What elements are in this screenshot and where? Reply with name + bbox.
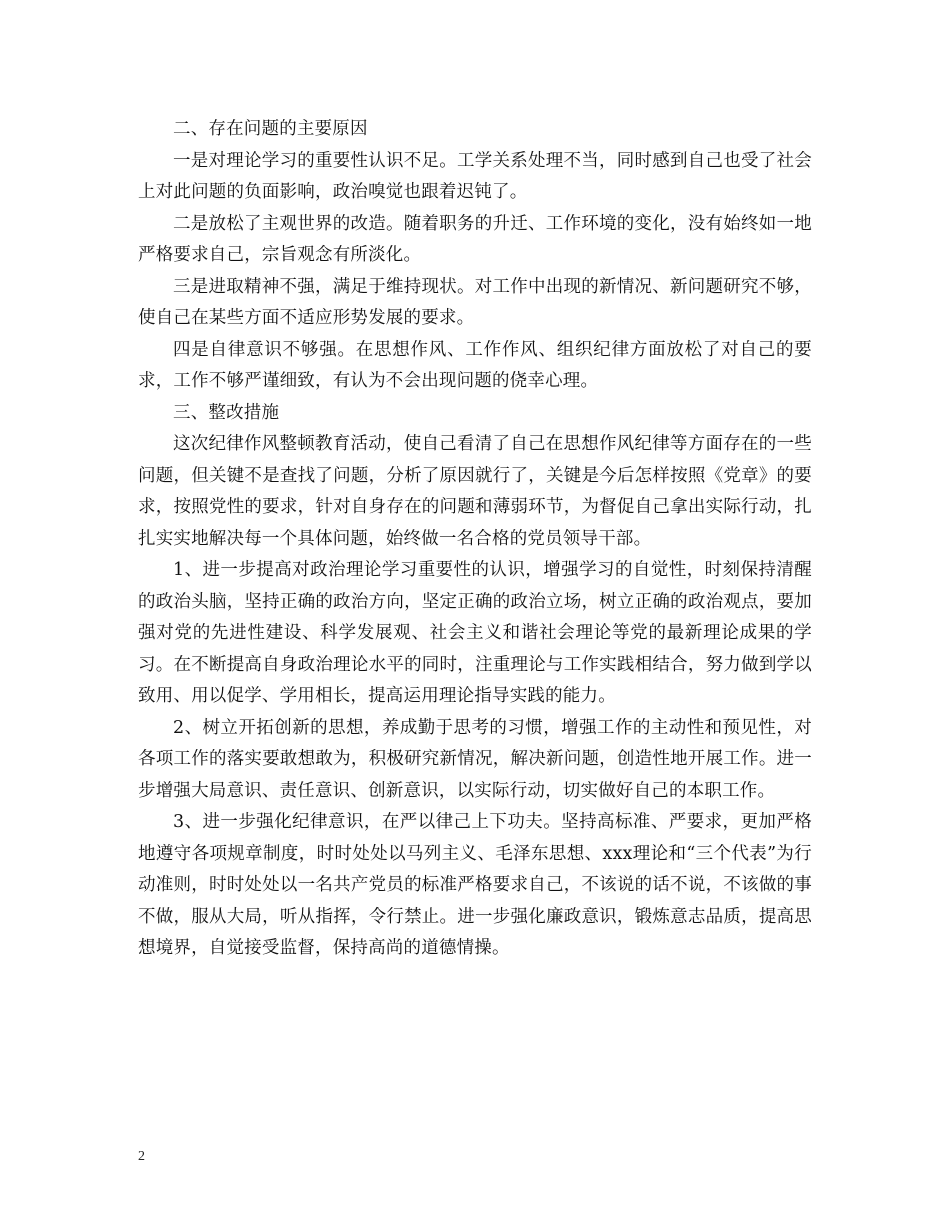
document-body bbox=[138, 114, 812, 965]
paragraph-cause-1: 一是对理论学习的重要性认识不足。工学关系处理不当，同时感到自己也受了社会上对此问题的负面影响，政治嗅觉也跟着迟钝了。 bbox=[138, 150, 812, 202]
section-heading-causes: 二、存在问题的主要原因 bbox=[173, 119, 368, 139]
paragraph-cause-4: 四是自律意识不够强。在思想作风、工作作风、组织纪律方面放松了对自己的要求，工作不够严谨细致，有认为不会出现问题的侥幸心理。 bbox=[138, 339, 812, 391]
paragraph-cause-2: 二是放松了主观世界的改造。随着职务的升迁、工作环境的变化，没有始终如一地严格要求自己，宗旨观念有所淡化。 bbox=[138, 213, 812, 265]
paragraph-cause-3: 三是进取精神不强，满足于维持现状。对工作中出现的新情况、新问题研究不够，使自己在某些方面不适应形势发展的要求。 bbox=[138, 276, 812, 328]
paragraph-measure-2: 2、树立开拓创新的思想，养成勤于思考的习惯，增强工作的主动性和预见性，对各项工作的落实要敢想敢为，积极研究新情况，解决新问题，创造性地开展工作。进一步增强大局意识、责任意识、创新意识，以实际行动，切实做好自己的本职工作。 bbox=[138, 717, 812, 801]
page-number: 2 bbox=[138, 1149, 145, 1164]
paragraph-measure-1: 1、进一步提高对政治理论学习重要性的认识，增强学习的自觉性，时刻保持清醒的政治头脑，坚持正确的政治方向，坚定正确的政治立场，树立正确的政治观点，要加强对党的先进性建设、科学发展观、社会主义和谐社会理论等党的最新理论成果的学习。在不断提高自身政治理论水平的同时，注重理论与工作实践相结合，努力做到学以致用、用以促学、学用相长，提高运用理论指导实践的能力。 bbox=[138, 560, 812, 706]
paragraph-measure-3: 3、进一步强化纪律意识，在严以律己上下功夫。坚持高标准、严要求，更加严格地遵守各项规章制度，时时处处以马列主义、毛泽东思想、xxx理论和“三个代表”为行动准则，时时处处以一名共产党员的标准严格要求自己，不该说的话不说，不该做的事不做，服从大局，听从指挥，令行禁止。进一步强化廉政意识，锻炼意志品质，提高思想境界，自觉接受监督，保持高尚的道德情操。 bbox=[138, 812, 812, 958]
paragraph-measures-intro: 这次纪律作风整顿教育活动，使自己看清了自己在思想作风纪律等方面存在的一些问题，但关键不是查找了问题，分析了原因就行了，关键是今后怎样按照《党章》的要求，按照党性的要求，针对自身存在的问题和薄弱环节，为督促自己拿出实际行动，扎扎实实地解决每一个具体问题，始终做一名合格的党员领导干部。 bbox=[138, 434, 812, 549]
section-heading-measures: 三、整改措施 bbox=[173, 402, 280, 423]
